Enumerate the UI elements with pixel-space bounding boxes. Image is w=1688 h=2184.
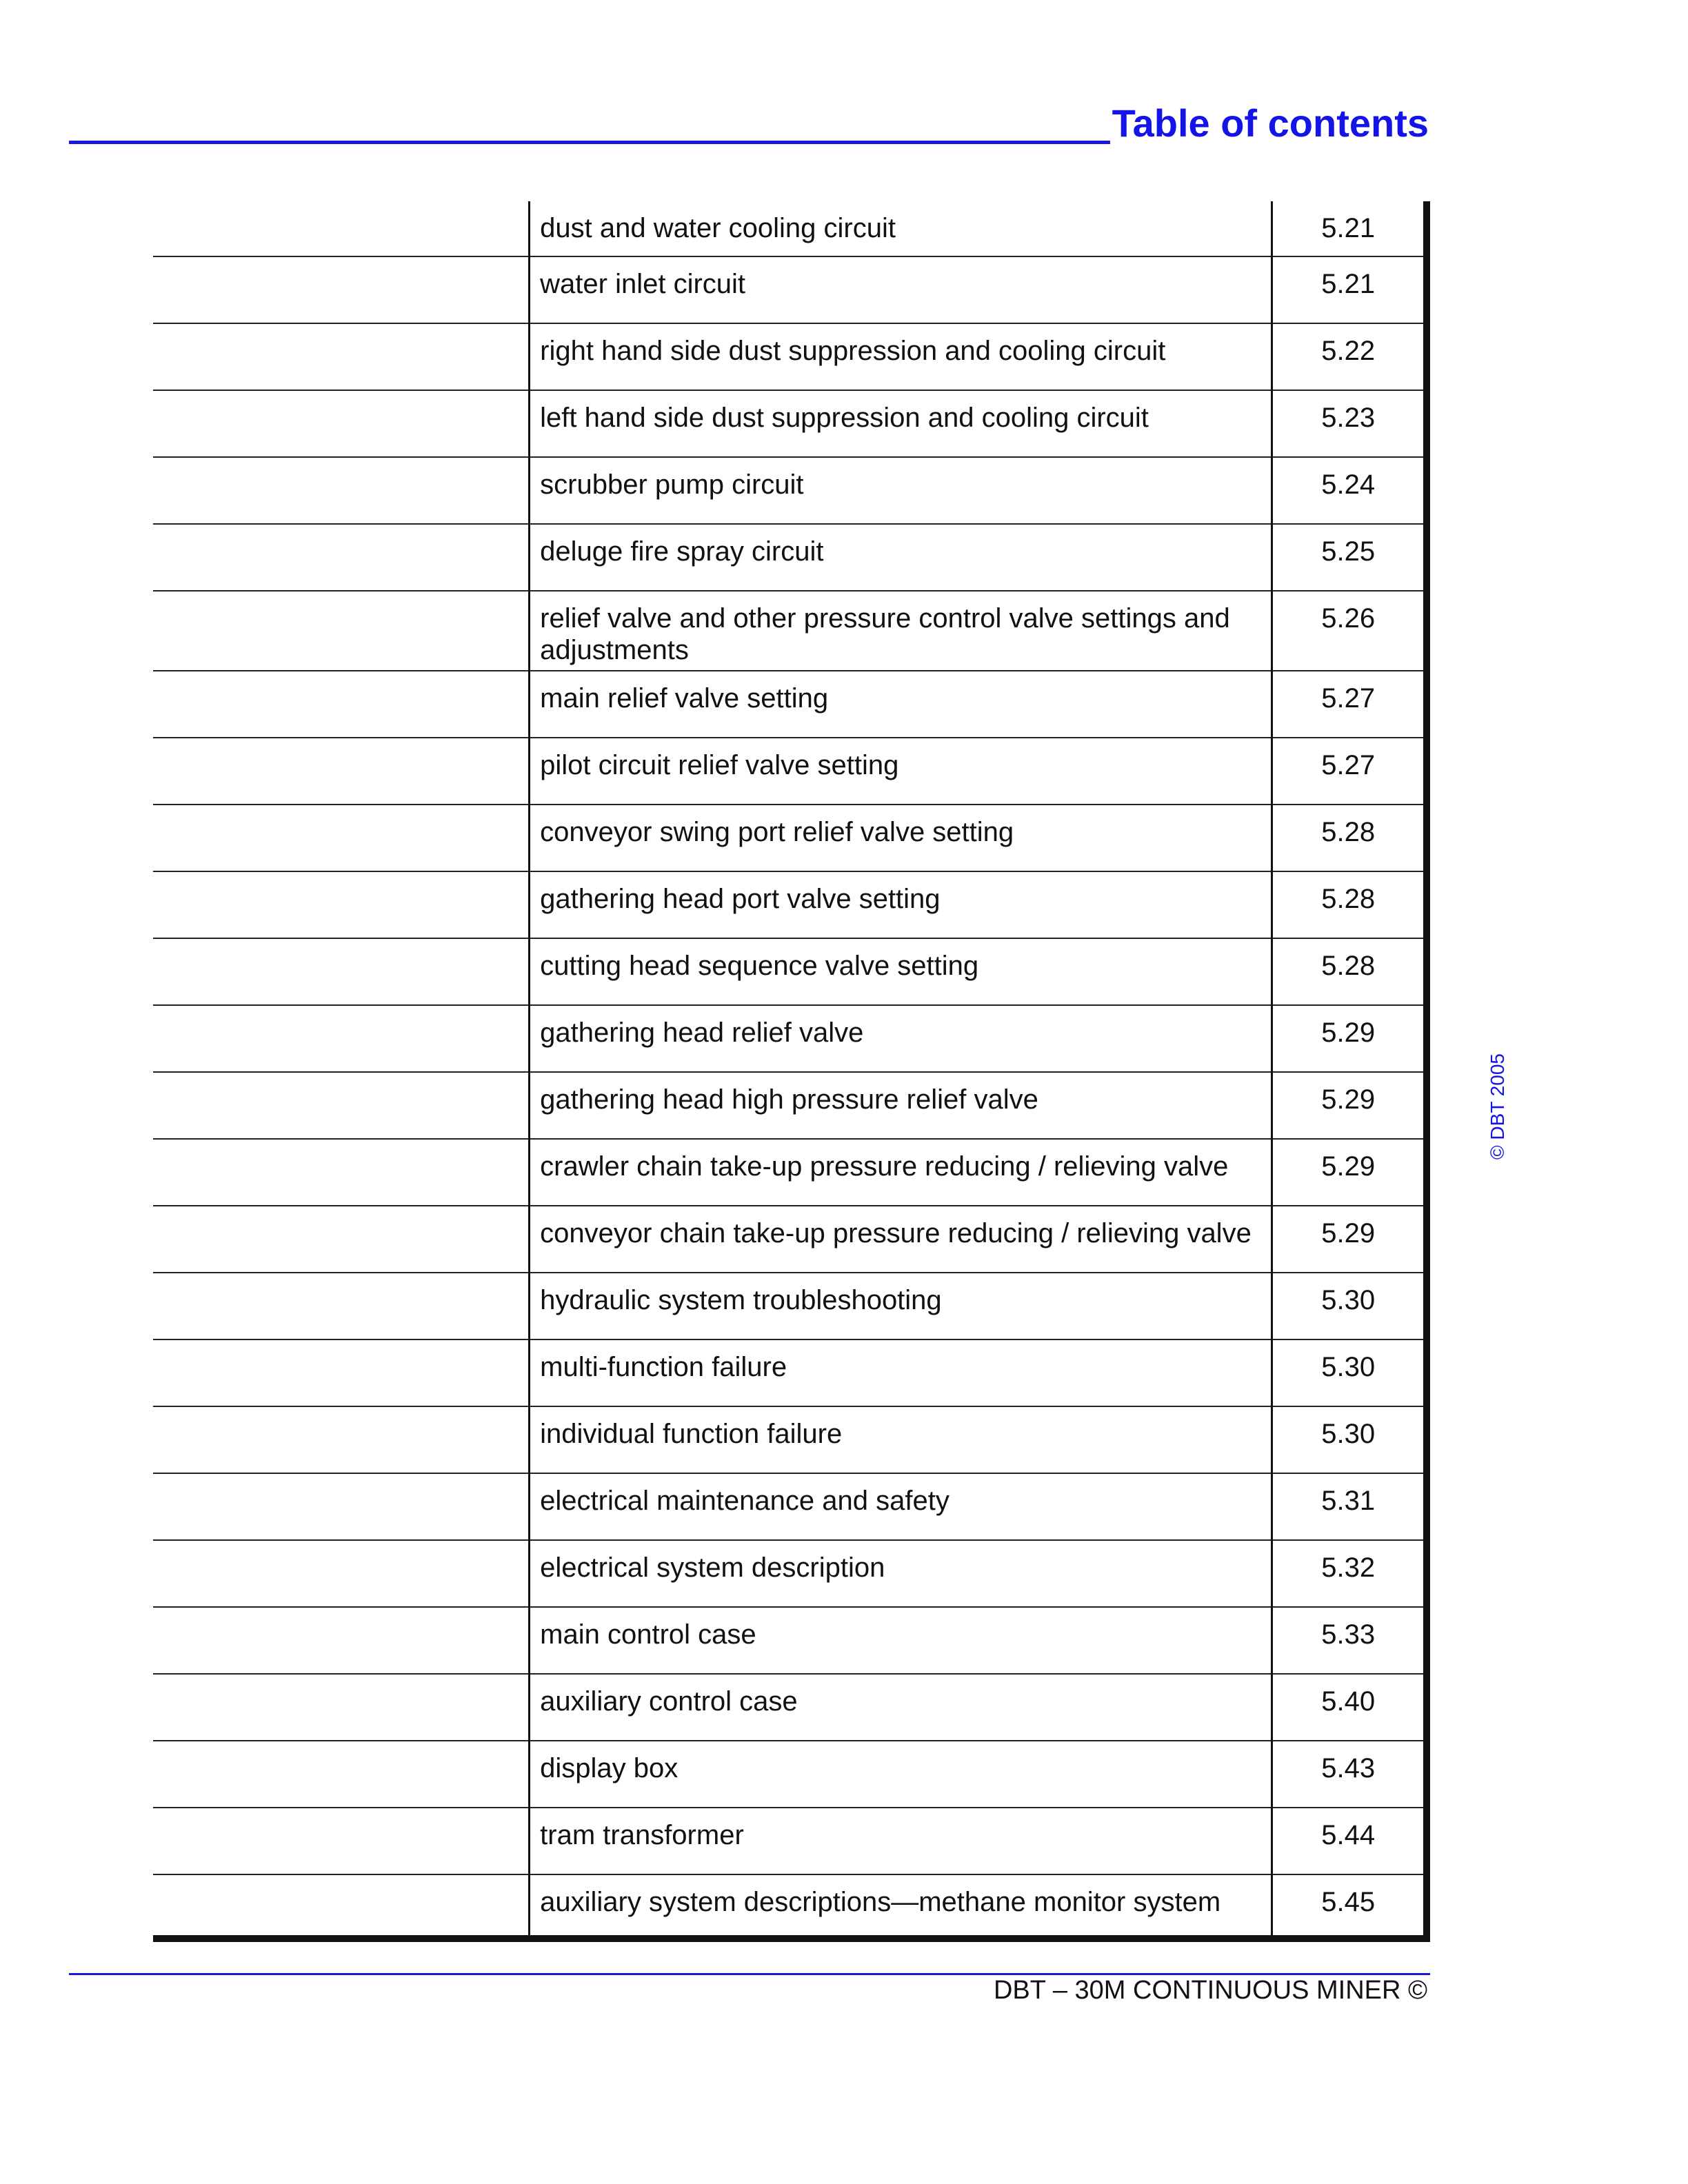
toc-entry-page: 5.43 [1272,1741,1427,1808]
toc-blank-cell [153,1005,530,1072]
toc-entry-page: 5.27 [1272,738,1427,805]
toc-row [153,1206,1427,1273]
toc-entry-title: conveyor chain take-up pressure reducing / relieving valve [530,1206,1272,1273]
toc-blank-cell [153,1473,530,1540]
toc-entry-title: individual function failure [530,1406,1272,1473]
toc-entry-page: 5.40 [1272,1674,1427,1741]
toc-row [153,256,1427,323]
toc-row [153,323,1427,390]
toc-entry-title: tram transformer [530,1808,1272,1874]
toc-row [153,1874,1427,1939]
toc-row [153,738,1427,805]
toc-entry-title: gathering head relief valve [530,1005,1272,1072]
toc-blank-cell [153,1206,530,1273]
toc-entry-page: 5.21 [1272,201,1427,256]
toc-blank-cell [153,201,530,256]
toc-entry-title: auxiliary system descriptions—methane monitor system [530,1874,1272,1939]
toc-entry-title: conveyor swing port relief valve setting [530,805,1272,871]
toc-entry-page: 5.29 [1272,1005,1427,1072]
toc-entry-title: right hand side dust suppression and cooling circuit [530,323,1272,390]
toc-blank-cell [153,1741,530,1808]
toc-table [153,201,1430,1942]
toc-blank-cell [153,1607,530,1674]
toc-blank-cell [153,805,530,871]
toc-blank-cell [153,457,530,524]
toc-blank-cell [153,1072,530,1139]
toc-blank-cell [153,591,530,671]
toc-entry-page: 5.22 [1272,323,1427,390]
toc-entry-title: cutting head sequence valve setting [530,938,1272,1005]
toc-blank-cell [153,524,530,591]
toc-entry-page: 5.26 [1272,591,1427,671]
toc-blank-cell [153,1139,530,1206]
toc-row [153,1607,1427,1674]
toc-entry-title: scrubber pump circuit [530,457,1272,524]
toc-row [153,1741,1427,1808]
toc-blank-cell [153,671,530,738]
toc-entry-page: 5.30 [1272,1273,1427,1339]
toc-row [153,591,1427,671]
toc-blank-cell [153,256,530,323]
toc-row [153,1273,1427,1339]
page-title: Table of contents [1112,101,1429,145]
toc-blank-cell [153,390,530,457]
toc-row [153,1473,1427,1540]
toc-entry-title: hydraulic system troubleshooting [530,1273,1272,1339]
toc-row [153,871,1427,938]
toc-entry-page: 5.23 [1272,390,1427,457]
toc-row [153,671,1427,738]
toc-row [153,1072,1427,1139]
toc-entry-page: 5.29 [1272,1206,1427,1273]
toc-entry-title: relief valve and other pressure control valve settings and adjustments [530,591,1272,671]
header-rule [69,141,1110,144]
toc-entry-title: crawler chain take-up pressure reducing / relieving valve [530,1139,1272,1206]
toc-entry-page: 5.44 [1272,1808,1427,1874]
toc-entry-page: 5.25 [1272,524,1427,591]
toc-entry-page: 5.24 [1272,457,1427,524]
toc-blank-cell [153,1339,530,1406]
toc-row [153,1406,1427,1473]
toc-row [153,524,1427,591]
toc-entry-page: 5.29 [1272,1139,1427,1206]
footer-rule [69,1973,1430,1975]
toc-blank-cell [153,871,530,938]
toc-entry-title: gathering head high pressure relief valve [530,1072,1272,1139]
toc-row [153,805,1427,871]
toc-entry-title: deluge fire spray circuit [530,524,1272,591]
toc-entry-title: electrical maintenance and safety [530,1473,1272,1540]
toc-entry-page: 5.28 [1272,805,1427,871]
toc-entry-page: 5.21 [1272,256,1427,323]
toc-row [153,938,1427,1005]
toc-row [153,1005,1427,1072]
toc-entry-title: display box [530,1741,1272,1808]
footer-text: DBT – 30M CONTINUOUS MINER © [993,1976,1427,2005]
side-copyright: © DBT 2005 [1487,1053,1508,1160]
toc-entry-page: 5.28 [1272,871,1427,938]
toc-entry-page: 5.29 [1272,1072,1427,1139]
toc-row [153,390,1427,457]
toc-blank-cell [153,1540,530,1607]
toc-entry-title: main control case [530,1607,1272,1674]
toc-entry-title: dust and water cooling circuit [530,201,1272,256]
toc-entry-title: gathering head port valve setting [530,871,1272,938]
toc-entry-title: pilot circuit relief valve setting [530,738,1272,805]
toc-entry-title: auxiliary control case [530,1674,1272,1741]
toc-blank-cell [153,738,530,805]
toc-entry-page: 5.30 [1272,1406,1427,1473]
toc-entry-page: 5.33 [1272,1607,1427,1674]
toc-entry-title: water inlet circuit [530,256,1272,323]
toc-entry-page: 5.32 [1272,1540,1427,1607]
toc-blank-cell [153,1406,530,1473]
toc-row [153,1540,1427,1607]
toc-blank-cell [153,1273,530,1339]
toc-row [153,201,1427,256]
toc-blank-cell [153,1808,530,1874]
toc-entry-page: 5.28 [1272,938,1427,1005]
toc-row [153,1674,1427,1741]
toc-blank-cell [153,938,530,1005]
toc-row [153,457,1427,524]
toc-entry-page: 5.31 [1272,1473,1427,1540]
toc-blank-cell [153,1674,530,1741]
toc-entry-page: 5.45 [1272,1874,1427,1939]
toc-row [153,1339,1427,1406]
toc-entry-page: 5.27 [1272,671,1427,738]
toc-row [153,1139,1427,1206]
toc-blank-cell [153,1874,530,1939]
toc-entry-title: multi-function failure [530,1339,1272,1406]
toc-blank-cell [153,323,530,390]
toc-entry-title: left hand side dust suppression and cooling circuit [530,390,1272,457]
toc-entry-page: 5.30 [1272,1339,1427,1406]
toc-entry-title: electrical system description [530,1540,1272,1607]
toc-entry-title: main relief valve setting [530,671,1272,738]
toc-row [153,1808,1427,1874]
